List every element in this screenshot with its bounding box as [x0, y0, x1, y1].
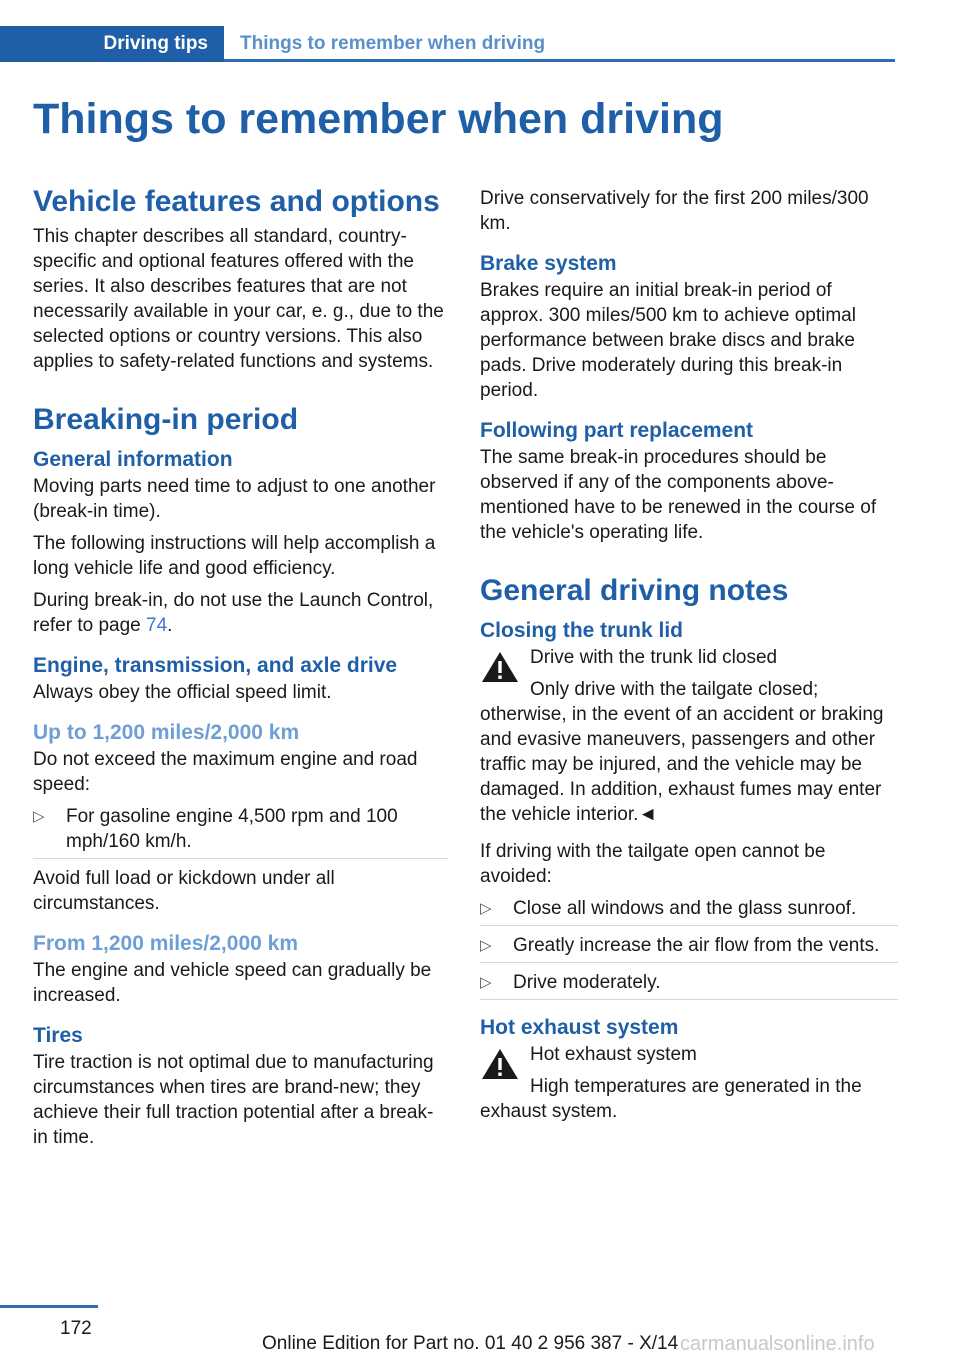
heading-up-to-1200: Up to 1,200 miles/2,000 km — [33, 721, 300, 744]
list-item — [480, 970, 898, 1000]
vehicle-features-text: This chapter describes all standard, country-specific and optional features offered with the series. It also describes features that are not necessarily available in your car, e. g., due to the selected options or country versions. This also applies to safety-related functions and systems. — [33, 226, 444, 372]
footer-edition: Online Edition for Part no. 01 40 2 956 387 - X/14 — [262, 1333, 679, 1354]
general-info-p2: The following instructions will help accomplish a long vehicle life and good efficiency. — [33, 533, 436, 579]
watermark: carmanualsonline.info — [680, 1333, 875, 1355]
triangle-bullet-icon: ▷ — [480, 900, 492, 917]
warning-title: Hot exhaust system — [530, 1044, 697, 1065]
heading-engine-transmission: Engine, transmission, and axle drive — [33, 654, 398, 677]
warning-triangle-icon — [480, 1046, 520, 1082]
engine-text: Always obey the official speed limit. — [33, 682, 332, 703]
warning-trunk — [480, 645, 898, 827]
heading-general-driving-notes: General driving notes — [480, 574, 789, 607]
triangle-bullet-icon: ▷ — [33, 808, 45, 825]
warning-exhaust — [480, 1042, 898, 1124]
heading-general-information: General information — [33, 448, 233, 471]
up-to-after-text: Avoid full load or kickdown under all circumstances. — [33, 868, 335, 914]
warning-text: High temperatures are generated in the exhaust system. — [480, 1076, 862, 1122]
heading-part-replacement: Following part replacement — [480, 419, 754, 442]
brake-text: Brakes require an initial break-in period of approx. 300 miles/500 km to achieve optimal performance between brake discs and brake pads. Drive moderately during this break-in period. — [480, 280, 856, 401]
replacement-text: The same break-in procedures should be observed if any of the components above-mentioned have to be renewed in the course of the vehicle's operating life. — [480, 447, 877, 543]
from-text: The engine and vehicle speed can gradually be increased. — [33, 960, 432, 1006]
heading-tires: Tires — [33, 1024, 83, 1047]
footer-divider — [0, 1305, 98, 1308]
heading-brake-system: Brake system — [480, 252, 617, 275]
page-title: Things to remember when driving — [33, 95, 724, 143]
page-number: 172 — [60, 1318, 92, 1339]
heading-closing-trunk: Closing the trunk lid — [480, 619, 683, 642]
list-item-text: For gasoline engine 4,500 rpm and 100 mph/160 km/h. — [66, 806, 398, 852]
list-item — [480, 933, 898, 963]
page-link-74[interactable]: 74 — [146, 615, 168, 636]
general-info-p3 — [33, 588, 448, 638]
heading-vehicle-features: Vehicle features and options — [33, 185, 440, 218]
general-info-p3-end: . — [167, 615, 173, 636]
general-info-p3-text: During break-in, do not use the Launch Control, refer to page — [33, 590, 434, 636]
heading-hot-exhaust: Hot exhaust system — [480, 1016, 679, 1039]
list-item-text: Drive moderately. — [513, 972, 661, 993]
up-to-bullet-list — [33, 804, 448, 859]
general-info-p1: Moving parts need time to adjust to one another (break-in time). — [33, 476, 436, 522]
warning-text: Only drive with the tailgate closed; otherwise, in the event of an accident or braking and evasive maneuvers, passengers and other traffic may be injured, and the vehicle may be damaged. In addition, exhaust fumes may enter the vehicle interior.◄ — [480, 679, 884, 825]
up-to-text: Do not exceed the maximum engine and road speed: — [33, 749, 418, 795]
triangle-bullet-icon: ▷ — [480, 974, 492, 991]
list-item-text: Close all windows and the glass sunroof. — [513, 898, 857, 919]
tires-text: Tire traction is not optimal due to manufacturing circumstances when tires are brand-new; they achieve their full traction potential after a break-in time. — [33, 1052, 434, 1148]
tailgate-bullet-list — [480, 896, 898, 1000]
list-item — [33, 804, 448, 859]
heading-breaking-in: Breaking-in period — [33, 403, 299, 436]
right-column — [480, 186, 898, 1131]
left-column — [33, 184, 448, 1157]
warning-title: Drive with the trunk lid closed — [530, 647, 778, 668]
heading-from-1200: From 1,200 miles/2,000 km — [33, 932, 298, 955]
chapter-tab[interactable]: Things to remember when driving — [240, 33, 546, 54]
triangle-bullet-icon: ▷ — [480, 937, 492, 954]
list-item — [480, 896, 898, 926]
drive-conservatively-text: Drive conservatively for the first 200 miles/300 km. — [480, 188, 869, 234]
section-tab-driving-tips[interactable]: Driving tips — [0, 26, 224, 62]
page-header — [0, 26, 895, 62]
warning-triangle-icon — [480, 649, 520, 685]
tailgate-open-text: If driving with the tailgate open cannot be avoided: — [480, 841, 826, 887]
list-item-text: Greatly increase the air flow from the vents. — [513, 935, 880, 956]
